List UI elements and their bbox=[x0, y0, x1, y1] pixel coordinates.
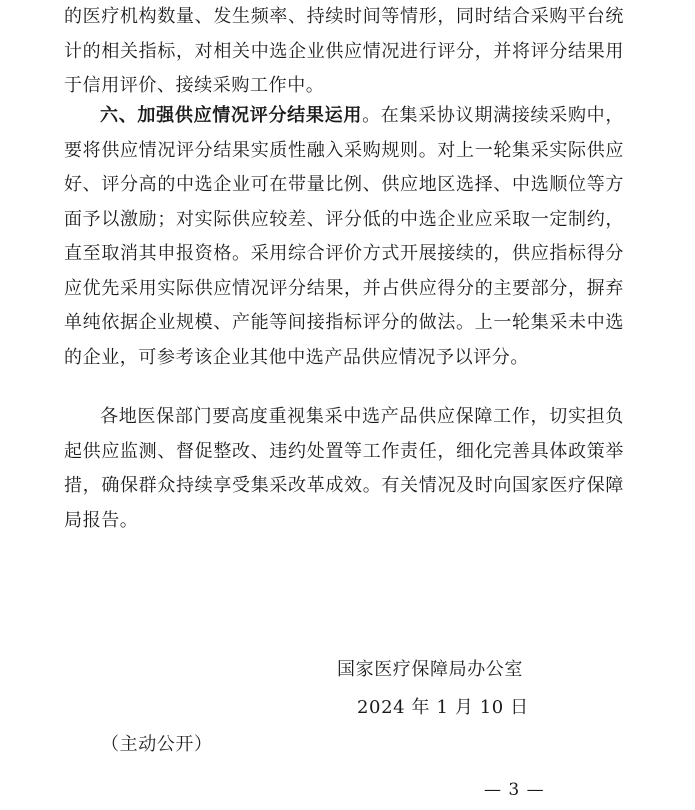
signature-date: 2024 年 1 月 10 日 bbox=[357, 697, 529, 718]
closing-paragraph: 各地医保部门要高度重视集采中选产品供应保障工作，切实担负起供应监测、督促整改、违约处置等工作责任，细化完善具体政策举措，确保群众持续享受集采改革成效。有关情况及时向国家医疗保障局报告。 bbox=[64, 406, 624, 531]
disclosure-note: （主动公开） bbox=[101, 734, 213, 755]
section-six-heading: 六、加强供应情况评分结果运用 bbox=[100, 105, 363, 126]
section-six-body: 。在集采协议期满接续采购中，要将供应情况评分结果实质性融入采购规则。对上一轮集采实际供应好、评分高的中选企业可在带量比例、供应地区选择、中选顺位等方面予以激励；对实际供应较差、评分低的中选企业应采取一定制约，直至取消其申报资格。采用综合评价方式开展接续的，供应指标得分应优先采用实际供应情况评分结果，并占供应得分的主要部分，摒弃单纯依据企业规模、产能等间接指标评分的做法。上一轮集采未中选的企业，可参考该企业其他中选产品供应情况予以评分。 bbox=[64, 105, 624, 368]
section-six-paragraph bbox=[64, 99, 624, 375]
page-number: — 3 — bbox=[484, 780, 545, 800]
continuation-paragraph: 的医疗机构数量、发生频率、持续时间等情形，同时结合采购平台统计的相关指标，对相关中选企业供应情况进行评分，并将评分结果用于信用评价、接续采购工作中。 bbox=[64, 6, 624, 96]
signature-organization: 国家医疗保障局办公室 bbox=[337, 659, 523, 680]
